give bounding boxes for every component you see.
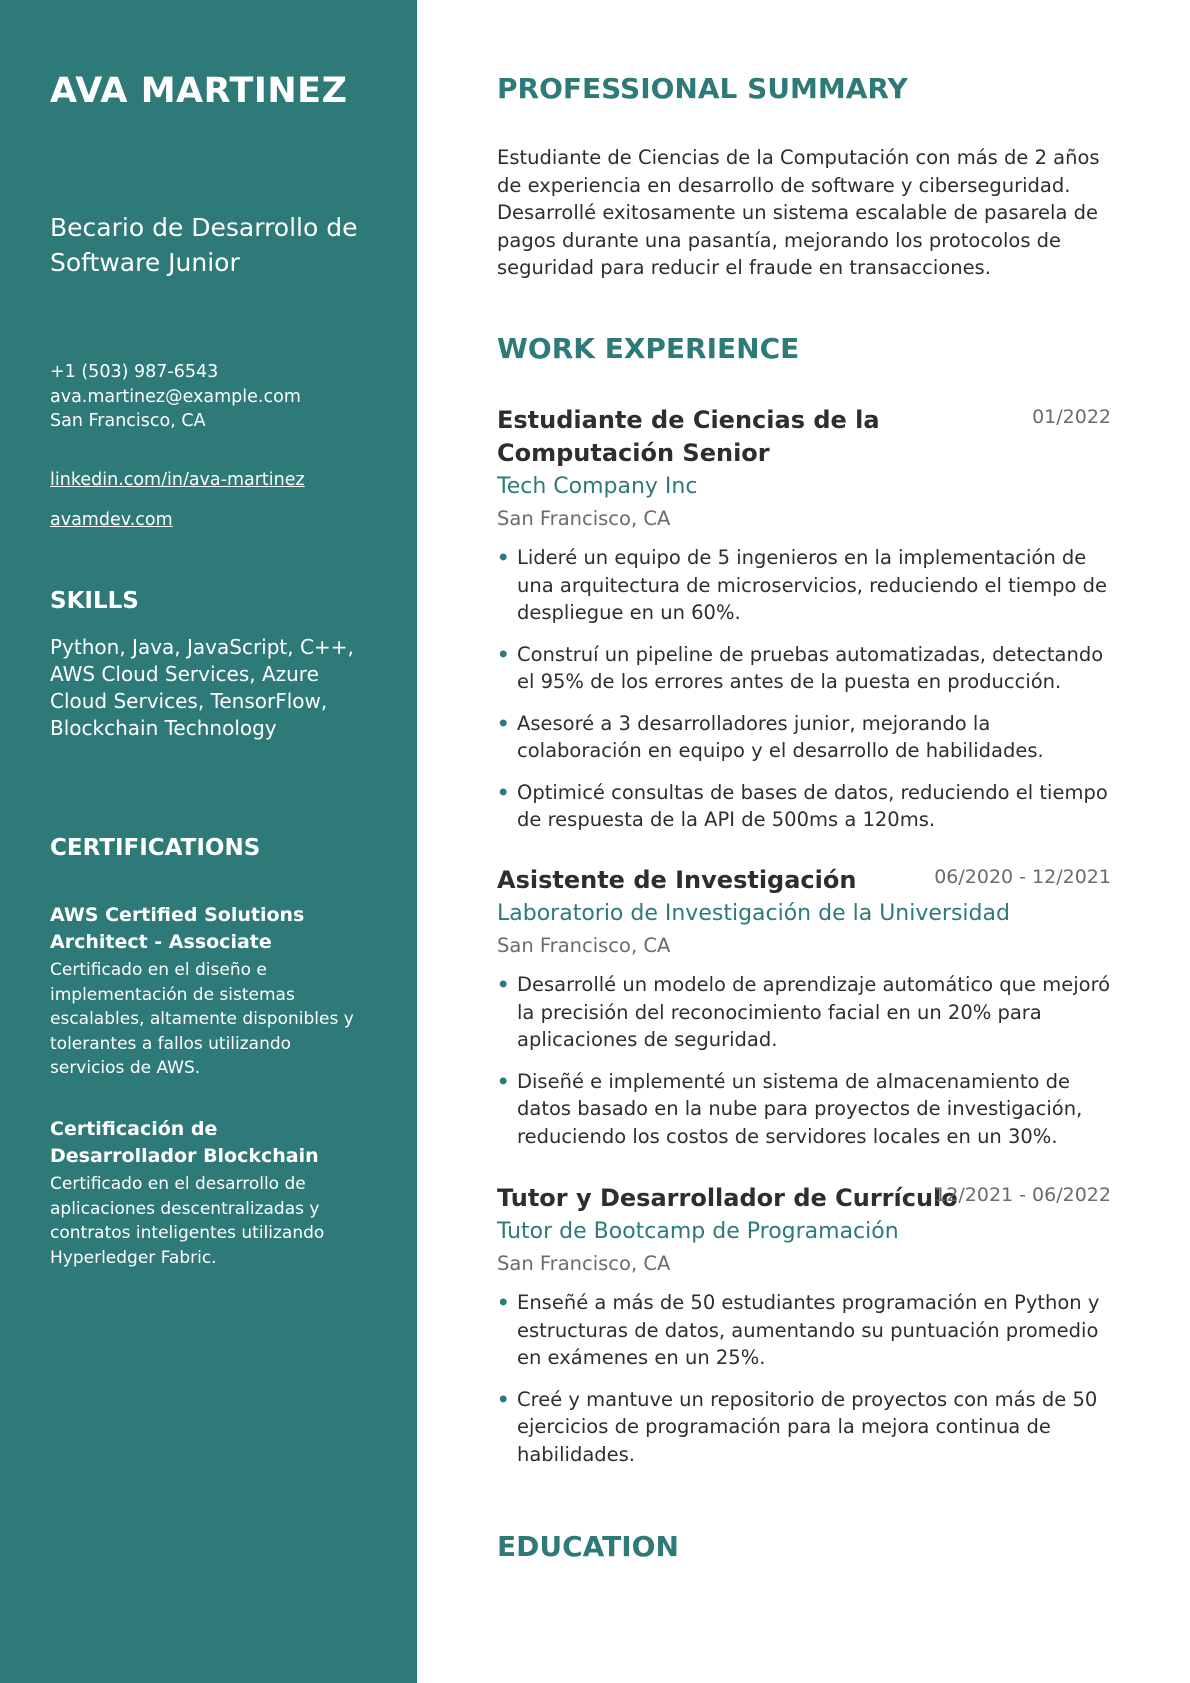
certification-name: AWS Certified Solutions Architect - Associate bbox=[50, 904, 305, 953]
certifications-heading: CERTIFICATIONS bbox=[50, 835, 261, 861]
company-name: Tutor de Bootcamp de Programación bbox=[497, 1219, 899, 1244]
summary-text: Estudiante de Ciencias de la Computación con más de 2 años de experiencia en desarrollo de software y ciberseguridad. Desarrollé exitosamente un sistema escalable de pasarela de pagos durante una pasantía, mejorando los protocolos de seguridad para reducir el fraude en transacciones. bbox=[497, 146, 1100, 279]
summary-heading: PROFESSIONAL SUMMARY bbox=[497, 72, 908, 105]
bullet-icon: • bbox=[497, 1387, 510, 1411]
bullet-text: Optimicé consultas de bases de datos, reduciendo el tiempo de respuesta de la API de 500ms a 120ms. bbox=[517, 780, 1108, 831]
job-title: Estudiante de Ciencias de la Computación Senior bbox=[497, 406, 880, 467]
job-location: San Francisco, CA bbox=[497, 934, 671, 957]
bullet-item bbox=[497, 544, 1111, 627]
company-name: Tech Company Inc bbox=[497, 474, 698, 499]
certification-description: Certificado en el diseño e implementación de sistemas escalables, altamente disponibles y tolerantes a fallos utilizando servicios de AWS. bbox=[50, 960, 354, 1078]
job-entry bbox=[497, 864, 1111, 1164]
certification-description: Certificado en el desarrollo de aplicaciones descentralizadas y contratos inteligentes utilizando Hyperledger Fabric. bbox=[50, 1174, 325, 1268]
job-date: 06/2020 - 12/2021 bbox=[934, 866, 1111, 888]
bullet-icon: • bbox=[497, 546, 510, 569]
job-date: 12/2021 - 06/2022 bbox=[934, 1184, 1111, 1206]
job-title: Asistente de Investigación bbox=[497, 866, 857, 894]
job-bullets bbox=[497, 544, 1111, 834]
bullet-item bbox=[497, 1289, 1111, 1372]
skills-list: Python, Java, JavaScript, C++, AWS Cloud Services, Azure Cloud Services, TensorFlow, Blockchain Technology bbox=[50, 635, 354, 740]
job-title: Tutor y Desarrollador de Currículo bbox=[497, 1184, 958, 1212]
email-address: ava.martinez@example.com bbox=[50, 386, 301, 407]
contact-info bbox=[50, 360, 301, 434]
bullet-icon: • bbox=[497, 973, 510, 996]
education-heading: EDUCATION bbox=[497, 1530, 679, 1563]
contact-location: San Francisco, CA bbox=[50, 411, 206, 431]
bullet-item bbox=[497, 710, 1111, 765]
job-date: 01/2022 bbox=[1032, 406, 1111, 428]
bullet-text: Enseñé a más de 50 estudiantes programación en Python y estructuras de datos, aumentando su puntuación promedio en exámenes en un 25%. bbox=[517, 1291, 1100, 1369]
company-name: Laboratorio de Investigación de la Universidad bbox=[497, 901, 1010, 926]
job-location: San Francisco, CA bbox=[497, 507, 671, 530]
bullet-icon: • bbox=[497, 642, 510, 666]
skills-heading: SKILLS bbox=[50, 588, 139, 614]
job-entry bbox=[497, 1182, 1111, 1482]
job-location: San Francisco, CA bbox=[497, 1252, 671, 1275]
bullet-icon: • bbox=[497, 780, 510, 804]
bullet-text: Desarrollé un modelo de aprendizaje automático que mejoró la precisión del reconocimiento facial en un 20% para aplicaciones de seguridad. bbox=[517, 973, 1111, 1051]
job-bullets bbox=[497, 971, 1111, 1150]
certification-item bbox=[50, 902, 370, 1081]
bullet-text: Lideré un equipo de 5 ingenieros en la implementación de una arquitectura de microservicios, reduciendo el tiempo de despliegue en un 60%. bbox=[517, 546, 1108, 624]
bullet-icon: • bbox=[497, 711, 510, 735]
bullet-text: Construí un pipeline de pruebas automatizadas, detectando el 95% de los errores antes de la puesta en producción. bbox=[517, 642, 1104, 693]
bullet-icon: • bbox=[497, 1069, 510, 1093]
linkedin-link[interactable]: linkedin.com/in/ava-martinez bbox=[50, 470, 305, 490]
bullet-item bbox=[497, 641, 1111, 696]
work-experience-heading: WORK EXPERIENCE bbox=[497, 332, 800, 365]
job-bullets bbox=[497, 1289, 1111, 1468]
phone-number: +1 (503) 987-6543 bbox=[50, 362, 219, 382]
bullet-text: Creé y mantuve un repositorio de proyectos con más de 50 ejercicios de programación para la mejora continua de habilidades. bbox=[517, 1387, 1098, 1466]
main-content bbox=[497, 0, 1111, 1683]
job-entry bbox=[497, 404, 1111, 848]
certification-name: Certificación de Desarrollador Blockchain bbox=[50, 1118, 319, 1167]
website-link[interactable]: avamdev.com bbox=[50, 510, 173, 530]
candidate-role: Becario de Desarrollo de Software Junior bbox=[50, 213, 358, 277]
bullet-item bbox=[497, 1068, 1111, 1151]
bullet-item bbox=[497, 1386, 1111, 1469]
bullet-icon: • bbox=[497, 1291, 510, 1314]
bullet-text: Diseñé e implementé un sistema de almacenamiento de datos basado en la nube para proyectos de investigación, reduciendo los costos de servidores locales en un 30%. bbox=[517, 1069, 1083, 1148]
sidebar bbox=[0, 0, 417, 1683]
candidate-name: AVA MARTINEZ bbox=[50, 71, 348, 111]
bullet-text: Asesoré a 3 desarrolladores junior, mejorando la colaboración en equipo y el desarrollo de habilidades. bbox=[517, 711, 1044, 762]
certification-item bbox=[50, 1116, 370, 1270]
bullet-item bbox=[497, 779, 1111, 834]
bullet-item bbox=[497, 971, 1111, 1054]
